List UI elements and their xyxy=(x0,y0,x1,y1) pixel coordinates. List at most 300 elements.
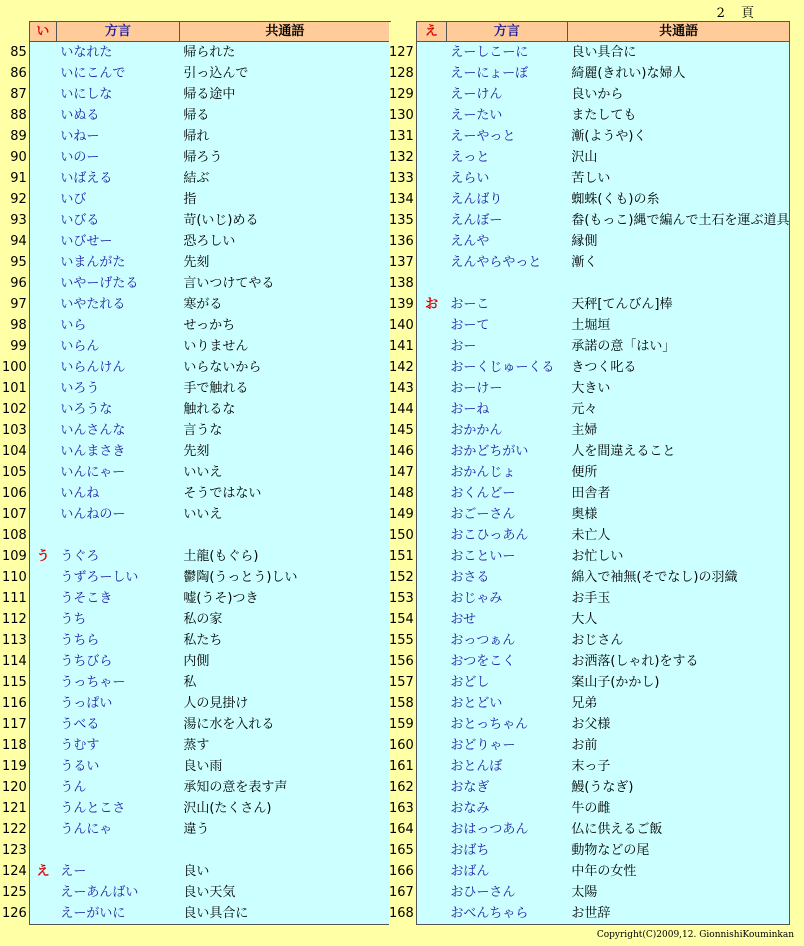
row-number: 161 xyxy=(389,756,416,777)
table-row xyxy=(2,315,390,336)
row-number: 139 xyxy=(389,294,416,315)
table-row xyxy=(389,441,790,462)
section-kana: え xyxy=(29,861,56,882)
section-kana xyxy=(29,315,56,336)
section-kana xyxy=(29,357,56,378)
section-kana xyxy=(416,105,446,126)
table-row xyxy=(389,378,790,399)
section-kana: う xyxy=(29,546,56,567)
standard-word: 天秤[てんびん]棒 xyxy=(567,294,790,315)
section-kana xyxy=(29,231,56,252)
table-row xyxy=(389,861,790,882)
table-row xyxy=(2,252,390,273)
dialect-word: おこひっあん xyxy=(446,525,567,546)
section-kana xyxy=(29,882,56,903)
standard-word: 大人 xyxy=(567,609,790,630)
standard-word: 仏に供えるご飯 xyxy=(567,819,790,840)
standard-word: お父様 xyxy=(567,714,790,735)
standard-word: 動物などの尾 xyxy=(567,840,790,861)
standard-word: 触れるな xyxy=(179,399,390,420)
section-kana xyxy=(416,189,446,210)
table-row xyxy=(389,189,790,210)
dialect-word: いび xyxy=(56,189,179,210)
section-kana xyxy=(416,420,446,441)
row-number: 142 xyxy=(389,357,416,378)
dialect-word: おどし xyxy=(446,672,567,693)
section-kana: お xyxy=(416,294,446,315)
dialect-word: いのー xyxy=(56,147,179,168)
row-number: 156 xyxy=(389,651,416,672)
standard-word: 指 xyxy=(179,189,390,210)
dialect-word: いにしな xyxy=(56,84,179,105)
section-kana xyxy=(29,462,56,483)
table-row xyxy=(389,315,790,336)
table-row xyxy=(389,819,790,840)
table-row xyxy=(2,777,390,798)
table-row xyxy=(389,84,790,105)
section-kana xyxy=(29,483,56,504)
standard-word: またしても xyxy=(567,105,790,126)
table-row xyxy=(2,357,390,378)
dialect-word: えんぼー xyxy=(446,210,567,231)
standard-word: 私 xyxy=(179,672,390,693)
section-kana xyxy=(416,63,446,84)
dialect-word: えーたい xyxy=(446,105,567,126)
dialect-word: うんにゃ xyxy=(56,819,179,840)
dialect-word: うぐろ xyxy=(56,546,179,567)
section-kana xyxy=(29,693,56,714)
table-row xyxy=(389,273,790,294)
dialect-word: おとんぼ xyxy=(446,756,567,777)
table-row xyxy=(2,504,390,525)
table-row xyxy=(389,462,790,483)
section-kana xyxy=(29,504,56,525)
row-number: 148 xyxy=(389,483,416,504)
table-row xyxy=(389,693,790,714)
dialect-word: いんまさき xyxy=(56,441,179,462)
standard-word: 私たち xyxy=(179,630,390,651)
section-kana xyxy=(29,567,56,588)
row-number: 117 xyxy=(2,714,29,735)
dialect-word: おとっちゃん xyxy=(446,714,567,735)
table-row xyxy=(389,483,790,504)
table-row xyxy=(2,105,390,126)
row-number: 99 xyxy=(2,336,29,357)
dialect-word xyxy=(446,273,567,294)
dialect-word: おべんちゃら xyxy=(446,903,567,925)
row-number: 150 xyxy=(389,525,416,546)
row-number: 109 xyxy=(2,546,29,567)
table-row xyxy=(389,126,790,147)
standard-word: せっかち xyxy=(179,315,390,336)
table-row xyxy=(389,798,790,819)
table-row xyxy=(389,840,790,861)
row-number: 168 xyxy=(389,903,416,925)
row-number: 125 xyxy=(2,882,29,903)
standard-word: 帰れ xyxy=(179,126,390,147)
dialect-word: おとどい xyxy=(446,693,567,714)
standard-word: 先刻 xyxy=(179,252,390,273)
row-number: 153 xyxy=(389,588,416,609)
row-number: 85 xyxy=(2,42,29,64)
dialect-word: おどりゃー xyxy=(446,735,567,756)
standard-word: 良い具合に xyxy=(567,42,790,64)
dialect-word: おかんじょ xyxy=(446,462,567,483)
table-row xyxy=(389,336,790,357)
standard-word: 言うな xyxy=(179,420,390,441)
standard-word: お手玉 xyxy=(567,588,790,609)
standard-word: 人を間違えること xyxy=(567,441,790,462)
standard-word: 承諾の意「はい」 xyxy=(567,336,790,357)
section-kana xyxy=(416,483,446,504)
table-row xyxy=(389,357,790,378)
dialect-word: うそこき xyxy=(56,588,179,609)
dialect-word: いろうな xyxy=(56,399,179,420)
dialect-word: いびる xyxy=(56,210,179,231)
section-kana xyxy=(416,252,446,273)
dialect-word: おーけー xyxy=(446,378,567,399)
row-number: 121 xyxy=(2,798,29,819)
row-number: 110 xyxy=(2,567,29,588)
section-kana xyxy=(416,357,446,378)
dialect-word: いろう xyxy=(56,378,179,399)
table-row xyxy=(2,168,390,189)
page-number: 2 頁 xyxy=(716,6,760,21)
table-header-row xyxy=(2,22,390,42)
table-row xyxy=(389,588,790,609)
standard-word: いりません xyxy=(179,336,390,357)
section-kana xyxy=(416,147,446,168)
dictionary-table-right xyxy=(389,21,790,925)
section-kana xyxy=(416,840,446,861)
table-row xyxy=(389,735,790,756)
standard-column-header: 共通語 xyxy=(179,22,390,42)
table-row xyxy=(389,567,790,588)
section-kana xyxy=(416,168,446,189)
section-kana xyxy=(29,441,56,462)
dialect-word: いやたれる xyxy=(56,294,179,315)
dialect-word: うちら xyxy=(56,630,179,651)
dialect-word: いまんがた xyxy=(56,252,179,273)
table-row xyxy=(389,903,790,925)
table-row xyxy=(2,420,390,441)
standard-word: 牛の雌 xyxy=(567,798,790,819)
dialect-word: えーにょーぼ xyxy=(446,63,567,84)
standard-word xyxy=(179,840,390,861)
row-number: 101 xyxy=(2,378,29,399)
standard-word: 太陽 xyxy=(567,882,790,903)
row-number: 152 xyxy=(389,567,416,588)
section-kana xyxy=(29,798,56,819)
section-kana xyxy=(416,588,446,609)
table-row xyxy=(389,651,790,672)
dialect-word: おごーさん xyxy=(446,504,567,525)
standard-word: お忙しい xyxy=(567,546,790,567)
dialect-word: えんばり xyxy=(446,189,567,210)
dialect-word: いらんけん xyxy=(56,357,179,378)
dialect-word: うっちゃー xyxy=(56,672,179,693)
row-number: 87 xyxy=(2,84,29,105)
standard-word: 良いから xyxy=(567,84,790,105)
standard-word: 蜘蛛(くも)の糸 xyxy=(567,189,790,210)
section-kana xyxy=(416,525,446,546)
table-row xyxy=(2,588,390,609)
row-number: 164 xyxy=(389,819,416,840)
standard-word: 苛(いじ)める xyxy=(179,210,390,231)
dialect-word: えっと xyxy=(446,147,567,168)
row-number: 146 xyxy=(389,441,416,462)
section-kana xyxy=(416,882,446,903)
table-row xyxy=(2,399,390,420)
dialect-word: うべる xyxy=(56,714,179,735)
dialect-word: いんさんな xyxy=(56,420,179,441)
section-kana xyxy=(416,567,446,588)
row-number: 102 xyxy=(2,399,29,420)
row-number: 127 xyxy=(389,42,416,64)
table-row xyxy=(2,231,390,252)
section-kana xyxy=(416,126,446,147)
dialect-word xyxy=(56,525,179,546)
dialect-word: いらん xyxy=(56,336,179,357)
row-number: 90 xyxy=(2,147,29,168)
standard-word: おじさん xyxy=(567,630,790,651)
table-row xyxy=(389,231,790,252)
dialect-word: うんとこさ xyxy=(56,798,179,819)
dialect-word: うち xyxy=(56,609,179,630)
section-kana xyxy=(416,399,446,420)
standard-word: 土堀垣 xyxy=(567,315,790,336)
section-kana xyxy=(29,588,56,609)
table-row xyxy=(2,651,390,672)
row-number: 97 xyxy=(2,294,29,315)
row-number: 104 xyxy=(2,441,29,462)
standard-word: 引っ込んで xyxy=(179,63,390,84)
dialect-word: えらい xyxy=(446,168,567,189)
row-number: 160 xyxy=(389,735,416,756)
standard-word: 田舎者 xyxy=(567,483,790,504)
standard-word: 内側 xyxy=(179,651,390,672)
row-number: 120 xyxy=(2,777,29,798)
table-row xyxy=(2,462,390,483)
standard-word: 言いつけてやる xyxy=(179,273,390,294)
table-row xyxy=(2,126,390,147)
dialect-word: いねー xyxy=(56,126,179,147)
dialect-word xyxy=(56,840,179,861)
dialect-word: うるい xyxy=(56,756,179,777)
dialect-word: いにこんで xyxy=(56,63,179,84)
dialect-word: うずろーしい xyxy=(56,567,179,588)
dialect-word: おさる xyxy=(446,567,567,588)
section-kana xyxy=(416,378,446,399)
section-kana xyxy=(29,336,56,357)
standard-word: いいえ xyxy=(179,462,390,483)
section-kana xyxy=(29,189,56,210)
row-number: 154 xyxy=(389,609,416,630)
section-kana xyxy=(416,546,446,567)
dialect-word: いなれた xyxy=(56,42,179,64)
standard-word: 先刻 xyxy=(179,441,390,462)
row-number: 88 xyxy=(2,105,29,126)
section-kana xyxy=(29,273,56,294)
standard-word: 湯に水を入れる xyxy=(179,714,390,735)
standard-word: 良い天気 xyxy=(179,882,390,903)
table-row xyxy=(2,210,390,231)
section-kana xyxy=(416,42,446,64)
table-row xyxy=(389,63,790,84)
dialect-word: いんねのー xyxy=(56,504,179,525)
dialect-word: おかかん xyxy=(446,420,567,441)
dialect-word: うっぱい xyxy=(56,693,179,714)
table-row xyxy=(2,189,390,210)
section-kana xyxy=(416,819,446,840)
standard-word: 結ぶ xyxy=(179,168,390,189)
section-kana xyxy=(29,210,56,231)
table-row xyxy=(389,147,790,168)
table-header-row xyxy=(389,22,790,42)
standard-word: 案山子(かかし) xyxy=(567,672,790,693)
standard-word: 良い具合に xyxy=(179,903,390,925)
dialect-word: えー xyxy=(56,861,179,882)
row-number: 98 xyxy=(2,315,29,336)
section-kana xyxy=(29,630,56,651)
dialect-word: えーがいに xyxy=(56,903,179,925)
row-number: 111 xyxy=(2,588,29,609)
standard-word: 末っ子 xyxy=(567,756,790,777)
section-kana xyxy=(416,735,446,756)
dialect-word: おなぎ xyxy=(446,777,567,798)
dictionary-table-left xyxy=(2,21,391,925)
section-kana xyxy=(29,714,56,735)
standard-word: 漸く xyxy=(567,252,790,273)
section-kana xyxy=(29,63,56,84)
standard-word: いらないから xyxy=(179,357,390,378)
section-kana xyxy=(29,903,56,925)
section-kana xyxy=(29,609,56,630)
dialect-word: うむす xyxy=(56,735,179,756)
copyright-notice: Copyright(C)2009,12. GionnishiKouminkan xyxy=(596,930,794,940)
row-number: 145 xyxy=(389,420,416,441)
section-kana xyxy=(29,756,56,777)
section-kana xyxy=(416,672,446,693)
table-row xyxy=(389,609,790,630)
dialect-word: おーくじゅーくる xyxy=(446,357,567,378)
table-row xyxy=(2,525,390,546)
table-row xyxy=(2,819,390,840)
section-kana xyxy=(416,462,446,483)
standard-word: 嘘(うそ)つき xyxy=(179,588,390,609)
table-row xyxy=(2,294,390,315)
section-kana xyxy=(416,756,446,777)
dialect-word: おくんどー xyxy=(446,483,567,504)
table-row xyxy=(2,63,390,84)
table-row xyxy=(2,756,390,777)
row-number: 163 xyxy=(389,798,416,819)
dialect-word: えんやらやっと xyxy=(446,252,567,273)
standard-word: 苦しい xyxy=(567,168,790,189)
table-row xyxy=(389,252,790,273)
row-number: 147 xyxy=(389,462,416,483)
section-kana xyxy=(29,147,56,168)
row-number: 106 xyxy=(2,483,29,504)
section-kana xyxy=(29,126,56,147)
table-row xyxy=(2,147,390,168)
dialect-word: いびせー xyxy=(56,231,179,252)
dialect-word: うちびら xyxy=(56,651,179,672)
table-row xyxy=(2,567,390,588)
table-row xyxy=(389,672,790,693)
section-kana xyxy=(416,651,446,672)
row-number: 137 xyxy=(389,252,416,273)
row-number: 165 xyxy=(389,840,416,861)
table-row xyxy=(389,504,790,525)
standard-word: お世辞 xyxy=(567,903,790,925)
standard-word: 人の見掛け xyxy=(179,693,390,714)
dialect-word: おなみ xyxy=(446,798,567,819)
dialect-word: おっつぁん xyxy=(446,630,567,651)
row-number: 100 xyxy=(2,357,29,378)
standard-word: お洒落(しゃれ)をする xyxy=(567,651,790,672)
dialect-word: うん xyxy=(56,777,179,798)
row-number: 155 xyxy=(389,630,416,651)
standard-word: 良い雨 xyxy=(179,756,390,777)
table-row xyxy=(2,546,390,567)
table-row xyxy=(2,693,390,714)
section-kana xyxy=(416,630,446,651)
standard-word: 承知の意を表す声 xyxy=(179,777,390,798)
section-kana xyxy=(29,105,56,126)
standard-word: 帰られた xyxy=(179,42,390,64)
table-row xyxy=(389,630,790,651)
standard-word: 帰ろう xyxy=(179,147,390,168)
table-row xyxy=(389,399,790,420)
row-number: 149 xyxy=(389,504,416,525)
table-row xyxy=(389,525,790,546)
standard-word: 手で触れる xyxy=(179,378,390,399)
standard-word: そうではない xyxy=(179,483,390,504)
section-kana-header: え xyxy=(416,22,446,42)
section-kana xyxy=(29,735,56,756)
row-number: 96 xyxy=(2,273,29,294)
row-number: 162 xyxy=(389,777,416,798)
table-row xyxy=(2,798,390,819)
table-row xyxy=(2,84,390,105)
dialect-word: えんや xyxy=(446,231,567,252)
standard-word: 便所 xyxy=(567,462,790,483)
dialect-column-header: 方言 xyxy=(56,22,179,42)
section-kana xyxy=(416,714,446,735)
standard-word: 奥様 xyxy=(567,504,790,525)
dialect-word: おひーさん xyxy=(446,882,567,903)
row-number: 116 xyxy=(2,693,29,714)
section-kana xyxy=(29,840,56,861)
dialect-word: いんにゃー xyxy=(56,462,179,483)
standard-word: 違う xyxy=(179,819,390,840)
dialect-word: おせ xyxy=(446,609,567,630)
standard-word: 大きい xyxy=(567,378,790,399)
standard-word: お前 xyxy=(567,735,790,756)
table-row xyxy=(2,42,390,64)
table-row xyxy=(389,294,790,315)
row-number: 119 xyxy=(2,756,29,777)
section-kana xyxy=(29,672,56,693)
standard-word: 主婦 xyxy=(567,420,790,441)
row-number: 132 xyxy=(389,147,416,168)
section-kana xyxy=(29,42,56,64)
table-row xyxy=(2,840,390,861)
standard-word xyxy=(567,273,790,294)
section-kana xyxy=(416,693,446,714)
row-number: 136 xyxy=(389,231,416,252)
